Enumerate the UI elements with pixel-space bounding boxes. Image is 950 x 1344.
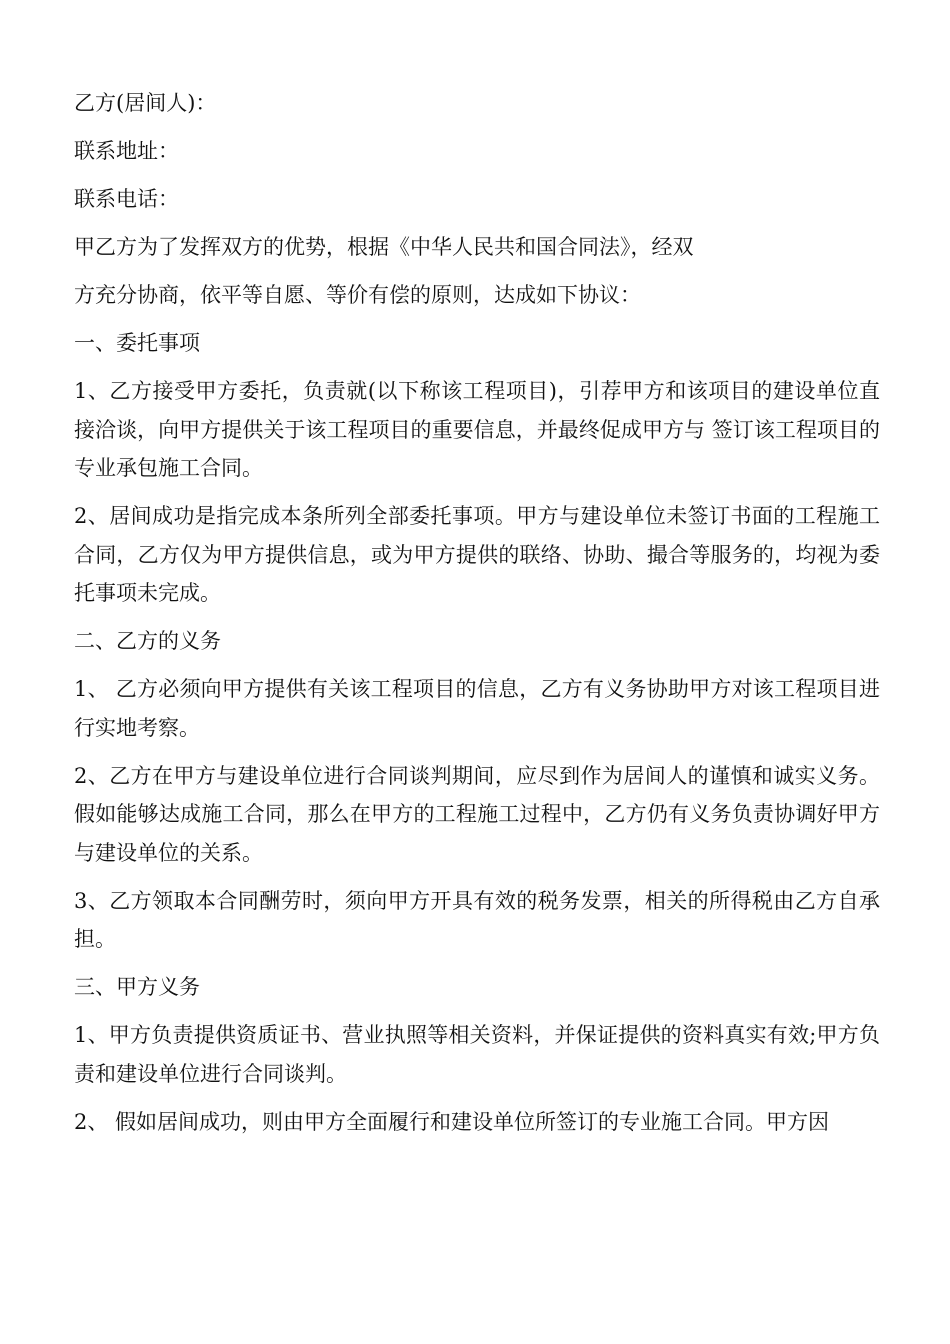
section-3-heading: 三、甲方义务 [74, 975, 200, 999]
contact-address-label: 联系地址： [74, 139, 179, 163]
section-1-item-2: 2、居间成功是指完成本条所列全部委托事项。甲方与建设单位未签订书面的工程施工合同，乙方仅为甲方提供信息，或为甲方提供的联络、协助、撮合等服务的，均视为委托事项未完成。 [74, 504, 880, 605]
section-1-item-1: 1、乙方接受甲方委托，负责就(以下称该工程项目)，引荐甲方和该项目的建设单位直接洽谈，向甲方提供关于该工程项目的重要信息，并最终促成甲方与 签订该工程项目的专业承包施工合同。 [74, 379, 880, 480]
section-3-item-2: 2、 假如居间成功，则由甲方全面履行和建设单位所签订的专业施工合同。甲方因 [74, 1109, 830, 1134]
intro-line-1: 甲乙方为了发挥双方的优势，根据《中华人民共和国合同法》，经双 [74, 235, 694, 259]
party-b-label: 乙方(居间人)： [74, 91, 217, 115]
intro-line-2: 方充分协商，依平等自愿、等价有偿的原则，达成如下协议： [74, 283, 641, 307]
section-1-heading: 一、委托事项 [74, 331, 200, 355]
document-body [74, 84, 880, 1151]
section-2-item-3: 3、乙方领取本合同酬劳时，须向甲方开具有效的税务发票，相关的所得税由乙方自承担。 [74, 888, 880, 951]
section-2-item-1: 1、 乙方必须向甲方提供有关该工程项目的信息，乙方有义务协助甲方对该工程项目进行实地考察。 [74, 677, 880, 740]
contact-phone-label: 联系电话： [74, 187, 179, 211]
section-2-heading: 二、乙方的义务 [74, 629, 221, 653]
section-2-item-2: 2、乙方在甲方与建设单位进行合同谈判期间，应尽到作为居间人的谨慎和诚实义务。假如能够达成施工合同，那么在甲方的工程施工过程中，乙方仍有义务负责协调好甲方与建设单位的关系。 [74, 763, 880, 865]
section-3-item-1: 1、甲方负责提供资质证书、营业执照等相关资料，并保证提供的资料真实有效;甲方负责和建设单位进行合同谈判。 [74, 1023, 880, 1086]
